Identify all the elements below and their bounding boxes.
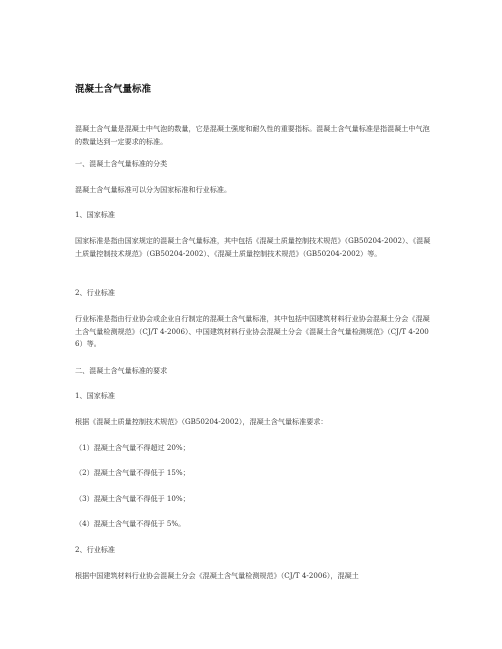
subheading-industry-standard-2: 2、行业标准 <box>75 545 115 554</box>
section-heading-requirements: 二、混凝土含气量标准的要求 <box>75 366 168 375</box>
industry-standard-paragraph: 行业标准是指由行业协会或企业自行制定的混凝土含气量标准，其中包括中国建筑材料行业协会混凝土分会《混凝土含气量检测规范》（CJ/T 4-2006）、中国建筑材料行业协会混凝土分会《混凝土含气量检测规范》（CJ/T 4-2006）等。 <box>75 314 430 348</box>
requirement-item-4: （4）混凝土含气量不得低于 5%。 <box>75 519 186 528</box>
subheading-national-standard-2: 1、国家标准 <box>75 391 115 400</box>
industry-requirement-paragraph: 根据中国建筑材料行业协会混凝土分会《混凝土含气量检测规范》（CJ/T 4-2006），混凝土 <box>75 571 359 580</box>
requirement-item-3: （3）混凝土含气量不得低于 10%； <box>75 494 190 503</box>
classification-paragraph: 混凝土含气量标准可以分为国家标准和行业标准。 <box>75 185 232 194</box>
section-heading-classification: 一、混凝土含气量标准的分类 <box>75 159 168 168</box>
requirement-item-2: （2）混凝土含气量不得低于 15%； <box>75 468 190 477</box>
national-standard-paragraph: 国家标准是指由国家规定的混凝土含气量标准，其中包括《混凝土质量控制技术规范》（GB50204-2002）、《混凝土质量控制技术规范》（GB50204-2002）、《混凝土质量控制技术规范》（GB50204-2002）等。 <box>75 236 431 258</box>
document-title: 混凝土含气量标准 <box>75 84 152 95</box>
intro-paragraph: 混凝土含气量是混凝土中气泡的数量，它是混凝土强度和耐久性的重要指标。混凝土含气量标准是指混凝土中气泡的数量达到一定要求的标准。 <box>75 124 430 146</box>
subheading-national-standard: 1、国家标准 <box>75 210 115 219</box>
subheading-industry-standard: 2、行业标准 <box>75 288 115 297</box>
requirement-intro: 根据《混凝土质量控制技术规范》（GB50204-2002），混凝土含气量标准要求： <box>75 417 328 426</box>
requirement-item-1: （1）混凝土含气量不得超过 20%； <box>75 443 190 452</box>
